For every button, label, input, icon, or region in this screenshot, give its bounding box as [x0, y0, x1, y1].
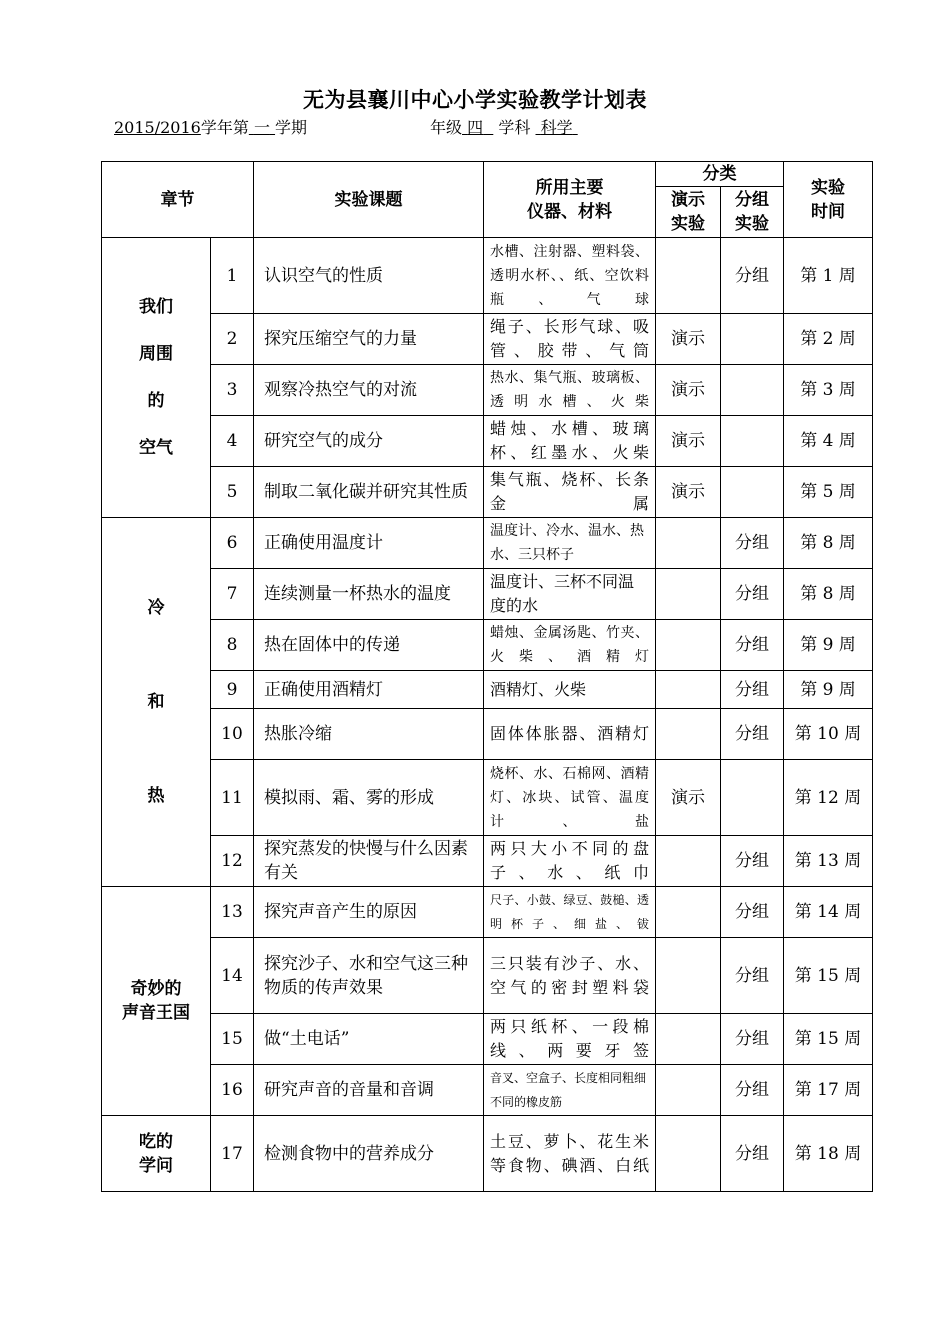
grade-subject-line: [430, 115, 578, 138]
row-topic: 正确使用温度计: [254, 518, 484, 569]
term-line: [114, 115, 307, 138]
term-suffix: 学期: [275, 118, 308, 137]
row-demo: 演示: [656, 760, 721, 836]
row-group: [721, 416, 784, 467]
row-group: 分组: [721, 836, 784, 887]
row-topic: 探究蒸发的快慢与什么因素有关: [254, 836, 484, 887]
row-week: 第 18 周: [784, 1116, 873, 1192]
row-number: 5: [211, 467, 254, 518]
header-category: 分类: [656, 162, 784, 187]
row-group: [721, 365, 784, 416]
row-number: 13: [211, 887, 254, 938]
row-materials: 两只纸杯、一段棉线、两要牙签: [484, 1014, 656, 1065]
row-topic: 制取二氧化碳并研究其性质: [254, 467, 484, 518]
row-number: 4: [211, 416, 254, 467]
header-group: 分组 实验: [721, 187, 784, 238]
table-row: [102, 1014, 873, 1065]
row-number: 6: [211, 518, 254, 569]
table-row: [102, 365, 873, 416]
chapter-cell: 我们 周围 的 空气: [102, 238, 211, 518]
row-week: 第 15 周: [784, 938, 873, 1014]
row-week: 第 2 周: [784, 314, 873, 365]
row-group: 分组: [721, 1065, 784, 1116]
row-topic: 热在固体中的传递: [254, 620, 484, 671]
row-demo: [656, 709, 721, 760]
row-materials: 水槽、注射器、塑料袋、透明水杯、、纸、空饮料瓶、气球: [484, 238, 656, 314]
row-topic: 观察冷热空气的对流: [254, 365, 484, 416]
row-group: 分组: [721, 238, 784, 314]
row-week: 第 15 周: [784, 1014, 873, 1065]
row-week: 第 12 周: [784, 760, 873, 836]
row-topic: 做“土电话”: [254, 1014, 484, 1065]
row-topic: 探究压缩空气的力量: [254, 314, 484, 365]
row-week: 第 1 周: [784, 238, 873, 314]
header-materials: 所用主要 仪器、材料: [484, 162, 656, 238]
row-topic: 探究沙子、水和空气这三种物质的传声效果: [254, 938, 484, 1014]
table-row: [102, 760, 873, 836]
school-year-suffix: 学年第: [200, 118, 249, 137]
row-materials: 温度计、冷水、温水、热水、三只杯子: [484, 518, 656, 569]
table-row: [102, 416, 873, 467]
row-group: 分组: [721, 569, 784, 620]
row-demo: 演示: [656, 314, 721, 365]
row-number: 9: [211, 671, 254, 709]
table-row: [102, 238, 873, 314]
row-group: [721, 467, 784, 518]
subject-value: 科学: [540, 118, 573, 137]
row-week: 第 10 周: [784, 709, 873, 760]
row-demo: [656, 1065, 721, 1116]
row-demo: [656, 671, 721, 709]
row-demo: [656, 518, 721, 569]
table-row: [102, 314, 873, 365]
row-group: 分组: [721, 1116, 784, 1192]
row-group: [721, 314, 784, 365]
row-demo: [656, 238, 721, 314]
row-number: 14: [211, 938, 254, 1014]
chapter-cell: 冷 和 热: [102, 518, 211, 887]
row-demo: 演示: [656, 416, 721, 467]
row-topic: 检测食物中的营养成分: [254, 1116, 484, 1192]
row-week: 第 8 周: [784, 518, 873, 569]
row-materials: 两只大小不同的盘子、水、纸巾: [484, 836, 656, 887]
table-row: [102, 671, 873, 709]
row-number: 17: [211, 1116, 254, 1192]
row-week: 第 13 周: [784, 836, 873, 887]
row-number: 7: [211, 569, 254, 620]
row-materials: 蜡烛、金属汤匙、竹夹、火柴、酒精灯: [484, 620, 656, 671]
row-materials: 固体体胀器、酒精灯: [484, 709, 656, 760]
row-topic: 正确使用酒精灯: [254, 671, 484, 709]
table-row: [102, 1116, 873, 1192]
row-topic: 连续测量一杯热水的温度: [254, 569, 484, 620]
row-group: 分组: [721, 709, 784, 760]
row-group: 分组: [721, 1014, 784, 1065]
page-title: 无为县襄川中心小学实验教学计划表: [303, 88, 647, 112]
row-week: 第 8 周: [784, 569, 873, 620]
row-group: 分组: [721, 887, 784, 938]
row-materials: 土豆、萝卜、花生米等食物、碘酒、白纸: [484, 1116, 656, 1192]
header-topic: 实验课题: [254, 162, 484, 238]
row-number: 11: [211, 760, 254, 836]
row-group: 分组: [721, 938, 784, 1014]
row-week: 第 5 周: [784, 467, 873, 518]
row-materials: 温度计、三杯不同温度的水: [484, 569, 656, 620]
grade-label: 年级: [430, 118, 463, 137]
row-number: 8: [211, 620, 254, 671]
row-materials: 热水、集气瓶、玻璃板、透明水槽、火柴: [484, 365, 656, 416]
row-materials: 尺子、小鼓、绿豆、鼓槌、透明杯子、细盐、钹: [484, 887, 656, 938]
row-number: 10: [211, 709, 254, 760]
row-number: 12: [211, 836, 254, 887]
row-demo: [656, 620, 721, 671]
row-demo: [656, 836, 721, 887]
row-materials: 绳子、长形气球、吸管、胶带、气筒: [484, 314, 656, 365]
row-demo: [656, 938, 721, 1014]
row-demo: [656, 887, 721, 938]
chapter-cell: 吃的 学问: [102, 1116, 211, 1192]
table-row: [102, 518, 873, 569]
row-week: 第 14 周: [784, 887, 873, 938]
header-chapter: 章节: [102, 162, 254, 238]
row-materials: 三只装有沙子、水、空气的密封塑料袋: [484, 938, 656, 1014]
row-number: 3: [211, 365, 254, 416]
header-time: 实验 时间: [784, 162, 873, 238]
row-week: 第 17 周: [784, 1065, 873, 1116]
row-week: 第 9 周: [784, 620, 873, 671]
header-demo: 演示 实验: [656, 187, 721, 238]
row-group: 分组: [721, 671, 784, 709]
row-group: 分组: [721, 518, 784, 569]
row-topic: 探究声音产生的原因: [254, 887, 484, 938]
row-demo: 演示: [656, 365, 721, 416]
row-topic: 认识空气的性质: [254, 238, 484, 314]
row-demo: 演示: [656, 467, 721, 518]
row-number: 16: [211, 1065, 254, 1116]
table-row: [102, 1065, 873, 1116]
chapter-cell: 奇妙的 声音王国: [102, 887, 211, 1116]
row-topic: 研究空气的成分: [254, 416, 484, 467]
table-row: [102, 938, 873, 1014]
row-materials: 集气瓶、烧杯、长条金属: [484, 467, 656, 518]
table-row: [102, 709, 873, 760]
row-demo: [656, 1014, 721, 1065]
row-number: 15: [211, 1014, 254, 1065]
row-week: 第 3 周: [784, 365, 873, 416]
row-materials: 酒精灯、火柴: [484, 671, 656, 709]
row-group: 分组: [721, 620, 784, 671]
table-row: [102, 836, 873, 887]
subject-label: 学科: [498, 118, 531, 137]
table-row: [102, 467, 873, 518]
row-topic: 热胀冷缩: [254, 709, 484, 760]
term-number: 一: [253, 118, 270, 137]
table-row: [102, 887, 873, 938]
row-group: [721, 760, 784, 836]
row-topic: 研究声音的音量和音调: [254, 1065, 484, 1116]
experiment-plan-table: [101, 161, 873, 1192]
school-year: 2015/2016: [114, 118, 201, 137]
row-topic: 模拟雨、霜、雾的形成: [254, 760, 484, 836]
row-week: 第 9 周: [784, 671, 873, 709]
row-number: 2: [211, 314, 254, 365]
row-materials: 烧杯、水、石棉网、酒精灯、冰块、试管、温度计、盐: [484, 760, 656, 836]
table-row: [102, 620, 873, 671]
row-week: 第 4 周: [784, 416, 873, 467]
table-row: [102, 569, 873, 620]
row-materials: 音叉、空盒子、长度相同粗细不同的橡皮筋: [484, 1065, 656, 1116]
row-demo: [656, 1116, 721, 1192]
row-demo: [656, 569, 721, 620]
row-materials: 蜡烛、水槽、玻璃杯、红墨水、火柴: [484, 416, 656, 467]
grade-value: 四: [467, 118, 484, 137]
row-number: 1: [211, 238, 254, 314]
